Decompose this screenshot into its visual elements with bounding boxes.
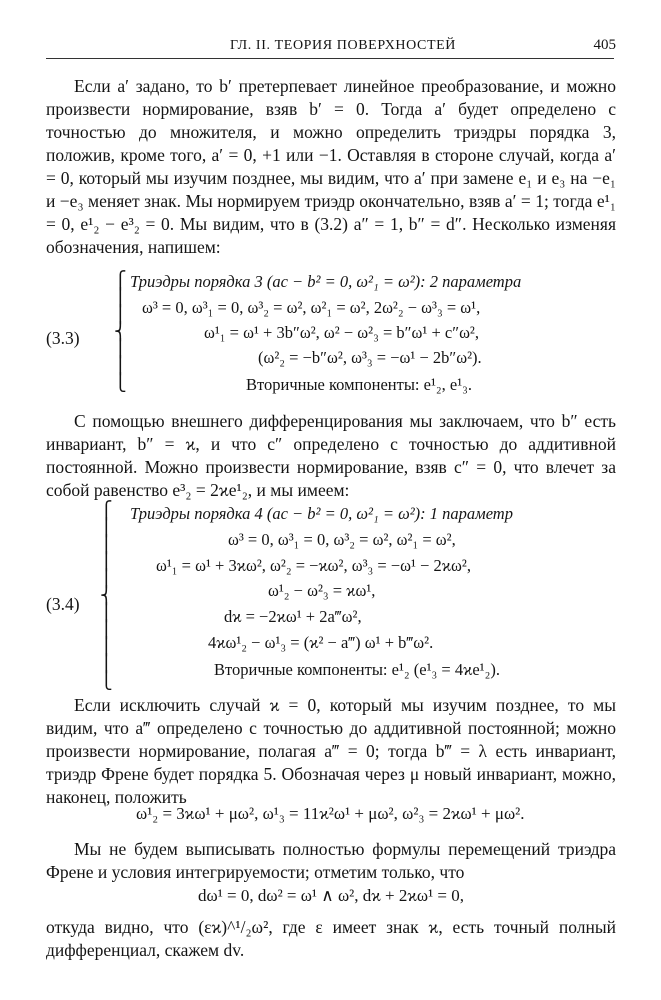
paragraph-2-text: С помощью внешнего дифференцирования мы заключаем, что b″ есть инвариант, b″ = ϰ, и что c″ определено с точностью до аддитивной постоянной. Можно произвести нормирование, взяв c″ = 0, что влечет за собой равенство e³₂ = 2ϰe¹₂, и мы имеем: [46, 411, 616, 500]
equation-block-3-4 [46, 501, 616, 690]
paragraph-4 [46, 838, 616, 884]
equation-3-4-line-3: ω¹₁ = ω¹ + 3ϰω², ω²₂ = −ϰω², ω³₃ = −ω¹ − 2ϰω², [156, 556, 471, 575]
equation-3-4-line-1: Триэдры порядка 4 (ac − b² = 0, ω²₁ = ω²): 1 параметр [130, 504, 513, 523]
page-number: 405 [593, 37, 616, 53]
left-brace: ⎧ ⎪ ⎪ ⎨ ⎪ ⎪ ⎩ [114, 271, 127, 392]
running-head: ГЛ. II. ТЕОРИЯ ПОВЕРХНОСТЕЙ [230, 38, 456, 53]
equation-3-4-line-4: ω¹₂ − ω²₃ = ϰω¹, [268, 581, 376, 600]
paragraph-1 [46, 75, 616, 259]
equation-3-4-line-2: ω³ = 0, ω³₁ = 0, ω³₂ = ω², ω²₁ = ω², [228, 530, 456, 549]
paragraph-2 [46, 410, 616, 502]
equation-3-3-line-3: ω¹₁ = ω¹ + 3b″ω², ω² − ω²₃ = b″ω¹ + c″ω², [204, 323, 479, 342]
paragraph-4-text: Мы не будем выписывать полностью формулы перемещений триэдра Френе и условия интегрируемости; отметим только, что [46, 839, 616, 882]
equation-block-3-3 [46, 272, 616, 400]
paragraph-5 [46, 916, 616, 962]
equation-3-3-line-2: ω³ = 0, ω³₁ = 0, ω³₂ = ω², ω²₁ = ω², 2ω²₂ − ω³₃ = ω¹, [142, 298, 481, 317]
equation-3-3-line-1: Триэдры порядка 3 (ac − b² = 0, ω²₁ = ω²): 2 параметра [130, 272, 522, 291]
paragraph-1-text: Если a′ задано, то b′ претерпевает линейное преобразование, и можно произвести нормирование, взяв b′ = 0. Тогда a′ будет определено с точностью до множителя, и можно определить триэдры порядка 3, положив, кроме того, a′ = 0, +1 или −1. Оставляя в стороне случай, когда a′ = 0, который мы изучим позднее, мы видим, что a′ при замене e₁ и e₃ на −e₁ и −e₃ меняет знак. Мы нормируем триэдр окончательно, взяв a′ = 1; тогда e¹₁ = 0, e¹₂ − e³₂ = 0. Мы видим, что в (3.2) a″ = 1, b″ = d″. Несколько изменяя обозначения, напишем: [46, 76, 616, 257]
left-brace: ⎧ ⎪ ⎪ ⎪ ⎪ ⎨ ⎪ ⎪ ⎪ ⎪ ⎩ [100, 501, 113, 690]
equation-3-4-line-6: 4ϰω¹₂ − ω¹₃ = (ϰ² − a‴) ω¹ + b‴ω². [208, 633, 434, 652]
equation-number-3-3: (3.3) [46, 328, 80, 348]
equation-number-3-4: (3.4) [46, 594, 80, 614]
paragraph-3 [46, 694, 616, 809]
equation-3-4-line-7: Вторичные компоненты: e¹₂ (e¹₃ = 4ϰe¹₂). [214, 660, 500, 679]
paragraph-5-text: откуда видно, что (εϰ)^¹/₂ω², где ε имеет знак ϰ, есть точный полный дифференциал, скажем dv. [46, 917, 616, 960]
equation-3-5: ω¹₂ = 3ϰω¹ + μω², ω¹₃ = 11ϰ²ω¹ + μω², ω²₃ = 2ϰω¹ + μω². [136, 804, 525, 823]
equation-3-3-line-4: (ω²₂ = −b″ω², ω³₃ = −ω¹ − 2b″ω²). [258, 348, 482, 367]
equation-3-6: dω¹ = 0, dω² = ω¹ ∧ ω², dϰ + 2ϰω¹ = 0, [198, 886, 465, 905]
equation-3-4-line-5: dϰ = −2ϰω¹ + 2a‴ω², [224, 607, 362, 626]
paragraph-3-text: Если исключить случай ϰ = 0, который мы изучим позднее, то мы видим, что a‴ определено с точностью до аддитивной постоянной; можно произвести нормирование, полагая a‴ = 0; тогда b‴ = λ есть инвариант, триэдр Френе будет порядка 5. Обозначая через μ новый инвариант, можно, наконец, положить [46, 695, 616, 807]
equation-3-3-line-5: Вторичные компоненты: e¹₂, e¹₃. [246, 375, 473, 394]
page-header [46, 36, 614, 59]
